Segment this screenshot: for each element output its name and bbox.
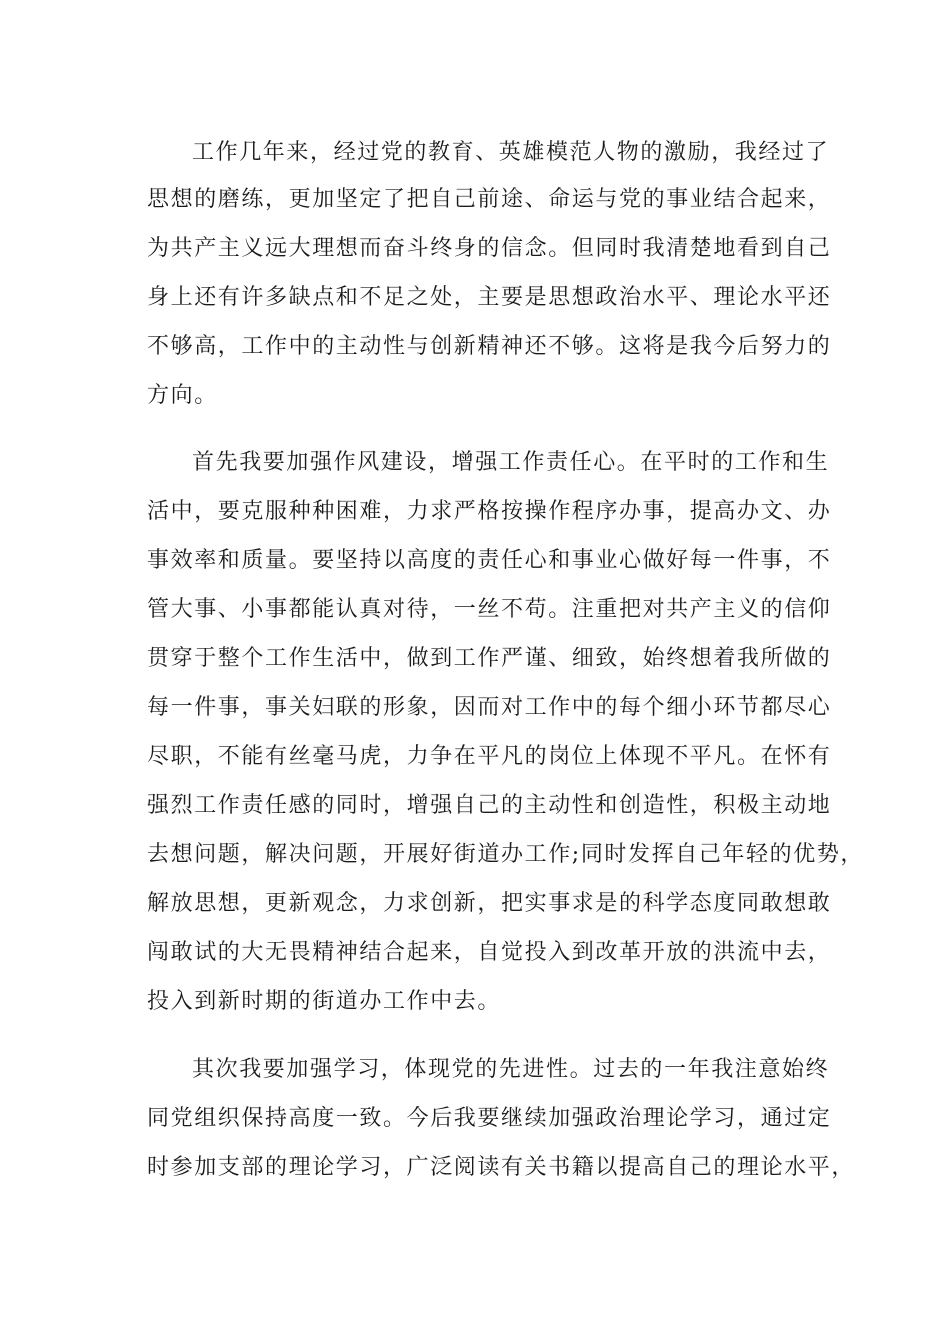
text-line: 时参加支部的理论学习，广泛阅读有关书籍以提高自己的理论水平， xyxy=(147,1155,856,1180)
text-line: 思想的磨练，更加坚定了把自己前途、命运与党的事业结合起来， xyxy=(147,187,832,212)
text-line: 去想问题，解决问题，开展好街道办工作;同时发挥自己年轻的优势， xyxy=(147,842,865,867)
text-line: 闯敢试的大无畏精神结合起来，自觉投入到改革开放的洪流中去， xyxy=(147,940,832,965)
text-line: 活中，要克服种种困难，力求严格按操作程序办事，提高办文、办 xyxy=(147,499,832,524)
text-line: 强烈工作责任感的同时，增强自己的主动性和创造性，积极主动地 xyxy=(147,793,832,818)
text-line: 贯穿于整个工作生活中，做到工作严谨、细致，始终想着我所做的 xyxy=(147,646,832,671)
text-line: 尽职，不能有丝毫马虎，力争在平凡的岗位上体现不平凡。在怀有 xyxy=(147,744,832,769)
text-line: 解放思想，更新观念，力求创新，把实事求是的科学态度同敢想敢 xyxy=(147,891,832,916)
text-line: 首先我要加强作风建设，增强工作责任心。在平时的工作和生 xyxy=(192,450,830,475)
text-line: 管大事、小事都能认真对待，一丝不苟。注重把对共产主义的信仰 xyxy=(147,597,832,622)
text-line: 每一件事，事关妇联的形象，因而对工作中的每个细小环节都尽心 xyxy=(147,695,832,720)
text-line: 不够高，工作中的主动性与创新精神还不够。这将是我今后努力的 xyxy=(147,334,832,359)
text-line: 同党组织保持高度一致。今后我要继续加强政治理论学习，通过定 xyxy=(147,1106,832,1131)
text-line: 投入到新时期的街道办工作中去。 xyxy=(147,989,502,1014)
text-line: 为共产主义远大理想而奋斗终身的信念。但同时我清楚地看到自己 xyxy=(147,236,832,261)
text-line: 其次我要加强学习，体现党的先进性。过去的一年我注意始终 xyxy=(192,1057,830,1082)
text-line: 事效率和质量。要坚持以高度的责任心和事业心做好每一件事，不 xyxy=(147,548,832,573)
text-line: 工作几年来，经过党的教育、英雄模范人物的激励，我经过了 xyxy=(192,140,830,165)
text-line: 方向。 xyxy=(147,383,218,408)
text-line: 身上还有许多缺点和不足之处，主要是思想政治水平、理论水平还 xyxy=(147,285,832,310)
